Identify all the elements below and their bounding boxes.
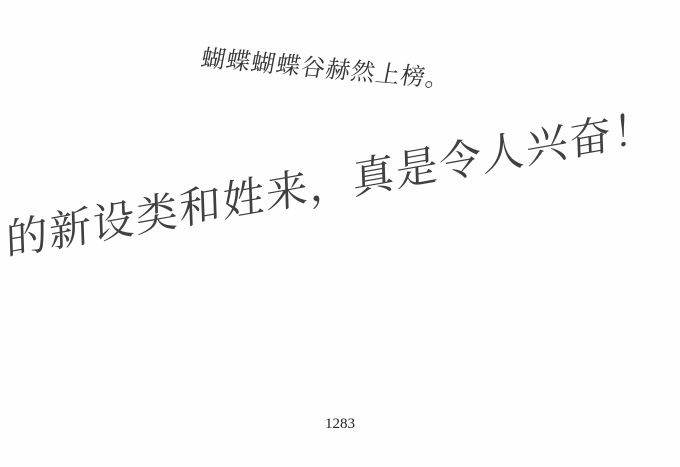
page-number: 1283 [325,416,355,432]
handwriting-line-1: 蝴蝶蝴蝶谷赫然上榜。 [198,44,454,94]
handwriting-line-2: 的新设类和姓来，真是令人兴奋！ [5,101,657,266]
